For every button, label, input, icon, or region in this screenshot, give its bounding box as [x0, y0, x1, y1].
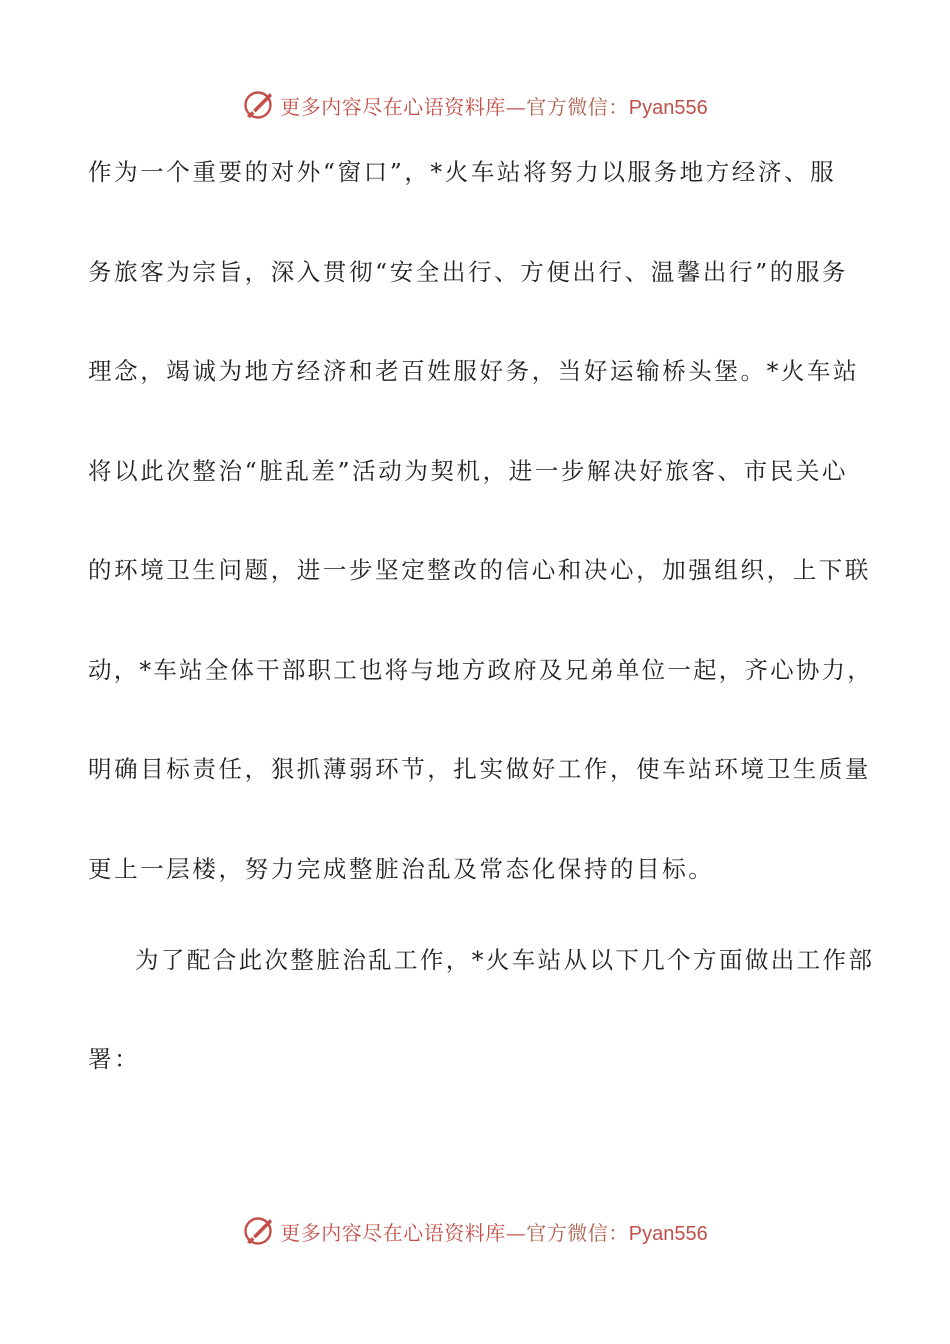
header-watermark — [0, 85, 950, 125]
paragraph-line: 理念，竭诚为地方经济和老百姓服好务，当好运输桥头堡。*火车站 — [88, 357, 860, 385]
paragraph-line: 的环境卫生问题，进一步坚定整改的信心和决心，加强组织，上下联 — [88, 556, 871, 584]
paragraph-line: 署： — [88, 1045, 141, 1073]
pen-circle-logo-icon — [242, 1214, 276, 1248]
paragraph-line: 更上一层楼，努力完成整脏治乱及常态化保持的目标。 — [88, 854, 715, 883]
paragraph-line: 作为一个重要的对外“窗口”，*火车站将努力以服务地方经济、服 — [88, 158, 837, 186]
paragraph-line: 明确目标责任，狠抓薄弱环节，扎实做好工作，使车站环境卫生质量 — [88, 755, 871, 783]
pen-circle-logo-icon — [242, 88, 276, 122]
paragraph-line: 动，*车站全体干部职工也将与地方政府及兄弟单位一起，齐心协力， — [88, 655, 873, 684]
paragraph-line: 务旅客为宗旨，深入贯彻“安全出行、方便出行、温馨出行”的服务 — [88, 257, 849, 286]
footer-watermark — [0, 1211, 950, 1251]
paragraph-line: 为了配合此次整脏治乱工作，*火车站从以下几个方面做出工作部 — [135, 945, 875, 974]
document-body — [88, 148, 878, 1135]
paragraph-line: 将以此次整治“脏乱差”活动为契机，进一步解决好旅客、市民关心 — [88, 456, 849, 485]
footer-watermark-text: 更多内容尽在心语资料库—官方微信：Pyan556 — [280, 1220, 708, 1245]
header-watermark-text: 更多内容尽在心语资料库—官方微信：Pyan556 — [280, 94, 708, 119]
